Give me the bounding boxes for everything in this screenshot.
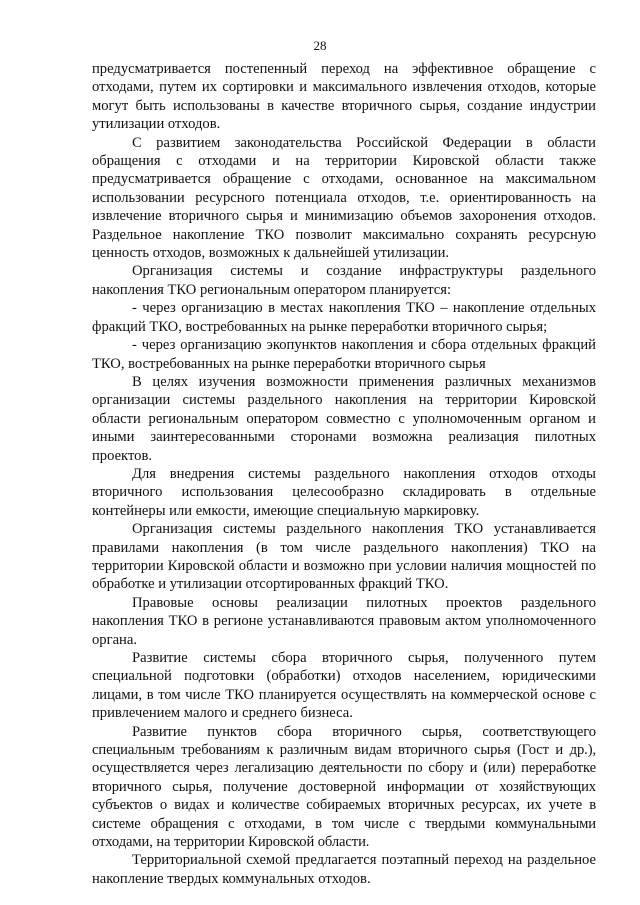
paragraph-6: Организация системы раздельного накопления ТКО устанавливается правилами накопления (в том числе раздельного накопления) ТКО на территории Кировской области и возможно при условии наличия мощностей по обработке и утилизации отсортированных фракций ТКО. <box>92 521 596 593</box>
document-body <box>92 60 596 888</box>
paragraph-9: Развитие пунктов сбора вторичного сырья, соответствующего специальным требованиям к различным видам вторичного сырья (Гост и др.), осуществляется через легализацию деятельности по сбору и (или) переработке вторичного сырья, получение достоверной информации от хозяйствующих субъектов о видах и количестве собираемых вторичных ресурсах, их учете в системе обращения с отходами, в том числе с твердыми коммунальными отходами, на территории Кировской области. <box>92 723 596 851</box>
paragraph-2: С развитием законодательства Российской Федерации в области обращения с отходами и на территории Кировской области также предусматривается обращение с отходами, основанное на максимальном использовании ресурсного потенциала отходов, т.е. ориентированность на извлечение вторичного сырья и минимизацию объемов захоронения отходов. Раздельное накопление ТКО позволит максимально сохранять ресурсную ценность отходов, возможных к дальнейшей утилизации. <box>92 134 596 262</box>
paragraph-7: Правовые основы реализации пилотных проектов раздельного накопления ТКО в регионе устанавливаются правовым актом уполномоченного органа. <box>92 594 596 648</box>
paragraph-10: Территориальной схемой предлагается поэтапный переход на раздельное накопление твердых коммунальных отходов. <box>92 852 596 887</box>
paragraph-4: В целях изучения возможности применения различных механизмов организации системы раздельного накопления на территории Кировской области региональным оператором совместно с уполномоченным органом и иными заинтересованными сторонами возможна реализация пилотных проектов. <box>92 373 596 464</box>
list-item-2: - через организацию экопунктов накопления и сбора отдельных фракций ТКО, востребованных на рынке переработки вторичного сырья <box>92 337 596 372</box>
paragraph-8: Развитие системы сбора вторичного сырья, полученного путем специальной подготовки (обработки) отходов населением, юридическими лицами, в том числе ТКО планируется осуществлять на коммерческой основе с привлечением малого и среднего бизнеса. <box>92 650 596 722</box>
list-item-1: - через организацию в местах накопления ТКО – накопление отдельных фракций ТКО, востребованных на рынке переработки вторичного сырья; <box>92 300 596 335</box>
paragraph-3: Организация системы и создание инфраструктуры раздельного накопления ТКО региональным оператором планируется: <box>92 263 596 298</box>
page-number: 28 <box>313 38 327 53</box>
paragraph-5: Для внедрения системы раздельного накопления отходов отходы вторичного использования целесообразно складировать в отдельные контейнеры или емкости, имеющие специальную маркировку. <box>92 465 596 519</box>
paragraph-1: предусматривается постепенный переход на эффективное обращение с отходами, путем их сортировки и максимального извлечения отходов, которые могут быть использованы в качестве вторичного сырья, создание индустрии утилизации отходов. <box>92 61 596 133</box>
